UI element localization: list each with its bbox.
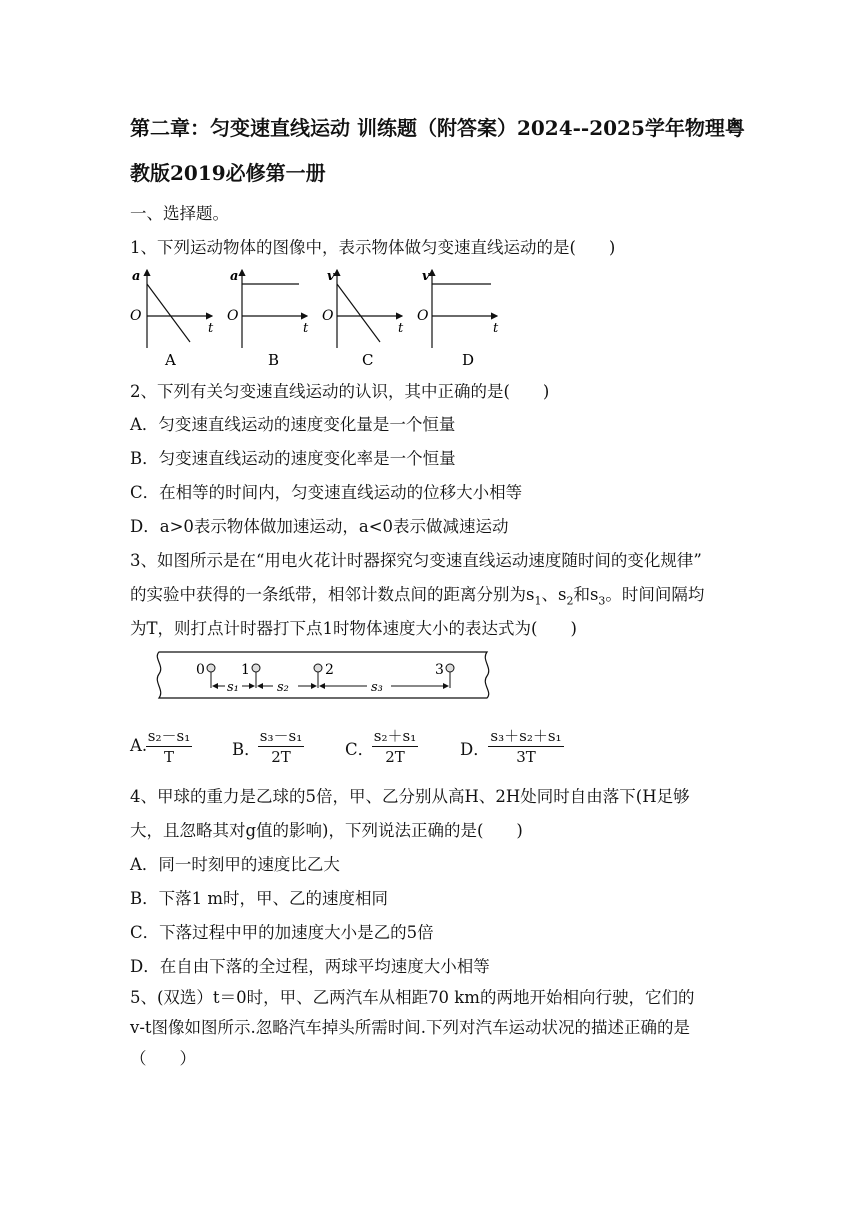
q3-option-a-fraction: s₂－s₁ T [147,727,191,766]
graph-b-label: B [268,351,280,369]
document-title-line2: 教版2019必修第一册 [130,161,326,185]
graph-a-yaxis: a [132,269,141,284]
svg-text:3: 3 [435,662,444,678]
q2-stem: 2、下列有关匀变速直线运动的认识，其中正确的是( ) [130,382,550,401]
graph-a-xaxis: t [208,321,214,336]
segment-s1: s₁ [227,680,239,695]
svg-text:2: 2 [325,662,334,678]
graph-c-xaxis: t [398,321,404,336]
q5-line3: （ ） [130,1049,196,1068]
q4-option-b: B．下落1 m时，甲、乙的速度相同 [130,889,389,908]
graph-d-origin: O [417,308,429,324]
q3-option-c-fraction: s₂＋s₁ 2T [373,727,417,766]
tape-point-3 [435,662,454,688]
q3-line3: 为T，则打点计时器打下点1时物体速度大小的表达式为( ) [130,619,577,638]
graph-a-origin: O [130,308,142,324]
q1-graphs [120,266,520,370]
graph-c-yaxis: v [327,269,335,284]
graph-d-yaxis: v [422,269,430,284]
q3-option-a-label: A. [130,736,148,755]
q3-option-b-fraction: s₃－s₁ 2T [259,727,303,766]
graph-c-label: C [362,351,374,369]
graph-d-label: D [462,351,475,369]
graph-d-xaxis: t [493,321,499,336]
svg-text:1: 1 [241,662,250,678]
graph-c-origin: O [322,308,334,324]
q3-option-d-fraction: s₃＋s₂＋s₁ 3T [488,727,564,766]
q3-option-b-label: B． [232,740,261,759]
q4-line1: 4、甲球的重力是乙球的5倍，甲、乙分别从高H、2H处同时自由落下(H足够 [130,787,690,806]
q2-option-d: D．a>0表示物体做加速运动，a<0表示做减速运动 [130,517,509,536]
q3-line1: 3、如图所示是在“用电火花计时器探究匀变速直线运动速度随时间的变化规律” [130,551,702,570]
q5-line1: 5、(双选）t＝0时，甲、乙两汽车从相距70 km的两地开始相向行驶，它们的 [130,988,695,1007]
document-title-line1: 第二章：匀变速直线运动 训练题（附答案）2024--2025学年物理粤 [130,116,745,140]
q3-option-c-label: C． [345,740,375,759]
q4-option-d: D．在自由下落的全过程，两球平均速度大小相等 [130,957,490,976]
graph-b-origin: O [227,308,239,324]
graph-a [130,269,214,369]
segment-s3: s₃ [371,680,383,695]
q1-stem: 1、下列运动物体的图像中，表示物体做匀变速直线运动的是( ) [130,238,616,257]
graph-b-yaxis: a [230,269,239,284]
svg-text:0: 0 [196,662,205,678]
q4-option-c: C．下落过程中甲的加速度大小是乙的5倍 [130,923,434,942]
tape-point-0 [196,662,215,688]
q4-line2: 大，且忽略其对g值的影响)，下列说法正确的是( ) [130,821,523,840]
q3-line2: 的实验中获得的一条纸带，相邻计数点间的距离分别为$s_1$、$s_2$和$s_3$。时间间隔均 [130,585,705,608]
section-heading: 一、选择题。 [130,204,229,223]
graph-c [322,269,404,369]
q4-option-a: A．同一时刻甲的速度比乙大 [130,855,340,874]
graph-a-label: A [165,351,176,369]
q5-line2: v-t图像如图所示.忽略汽车掉头所需时间.下列对汽车运动状况的描述正确的是 [130,1018,691,1037]
graph-d [417,269,499,369]
q2-option-c: C．在相等的时间内，匀变速直线运动的位移大小相等 [130,483,523,502]
segment-s2: s₂ [277,680,289,695]
paper-tape-figure [145,648,495,704]
graph-b [227,269,309,369]
q2-option-a: A．匀变速直线运动的速度变化量是一个恒量 [130,415,456,434]
tape-point-2 [314,662,334,688]
q3-option-d-label: D． [460,740,490,759]
graph-b-xaxis: t [303,321,309,336]
q2-option-b: B．匀变速直线运动的速度变化率是一个恒量 [130,449,456,468]
tape-point-1 [241,662,260,688]
